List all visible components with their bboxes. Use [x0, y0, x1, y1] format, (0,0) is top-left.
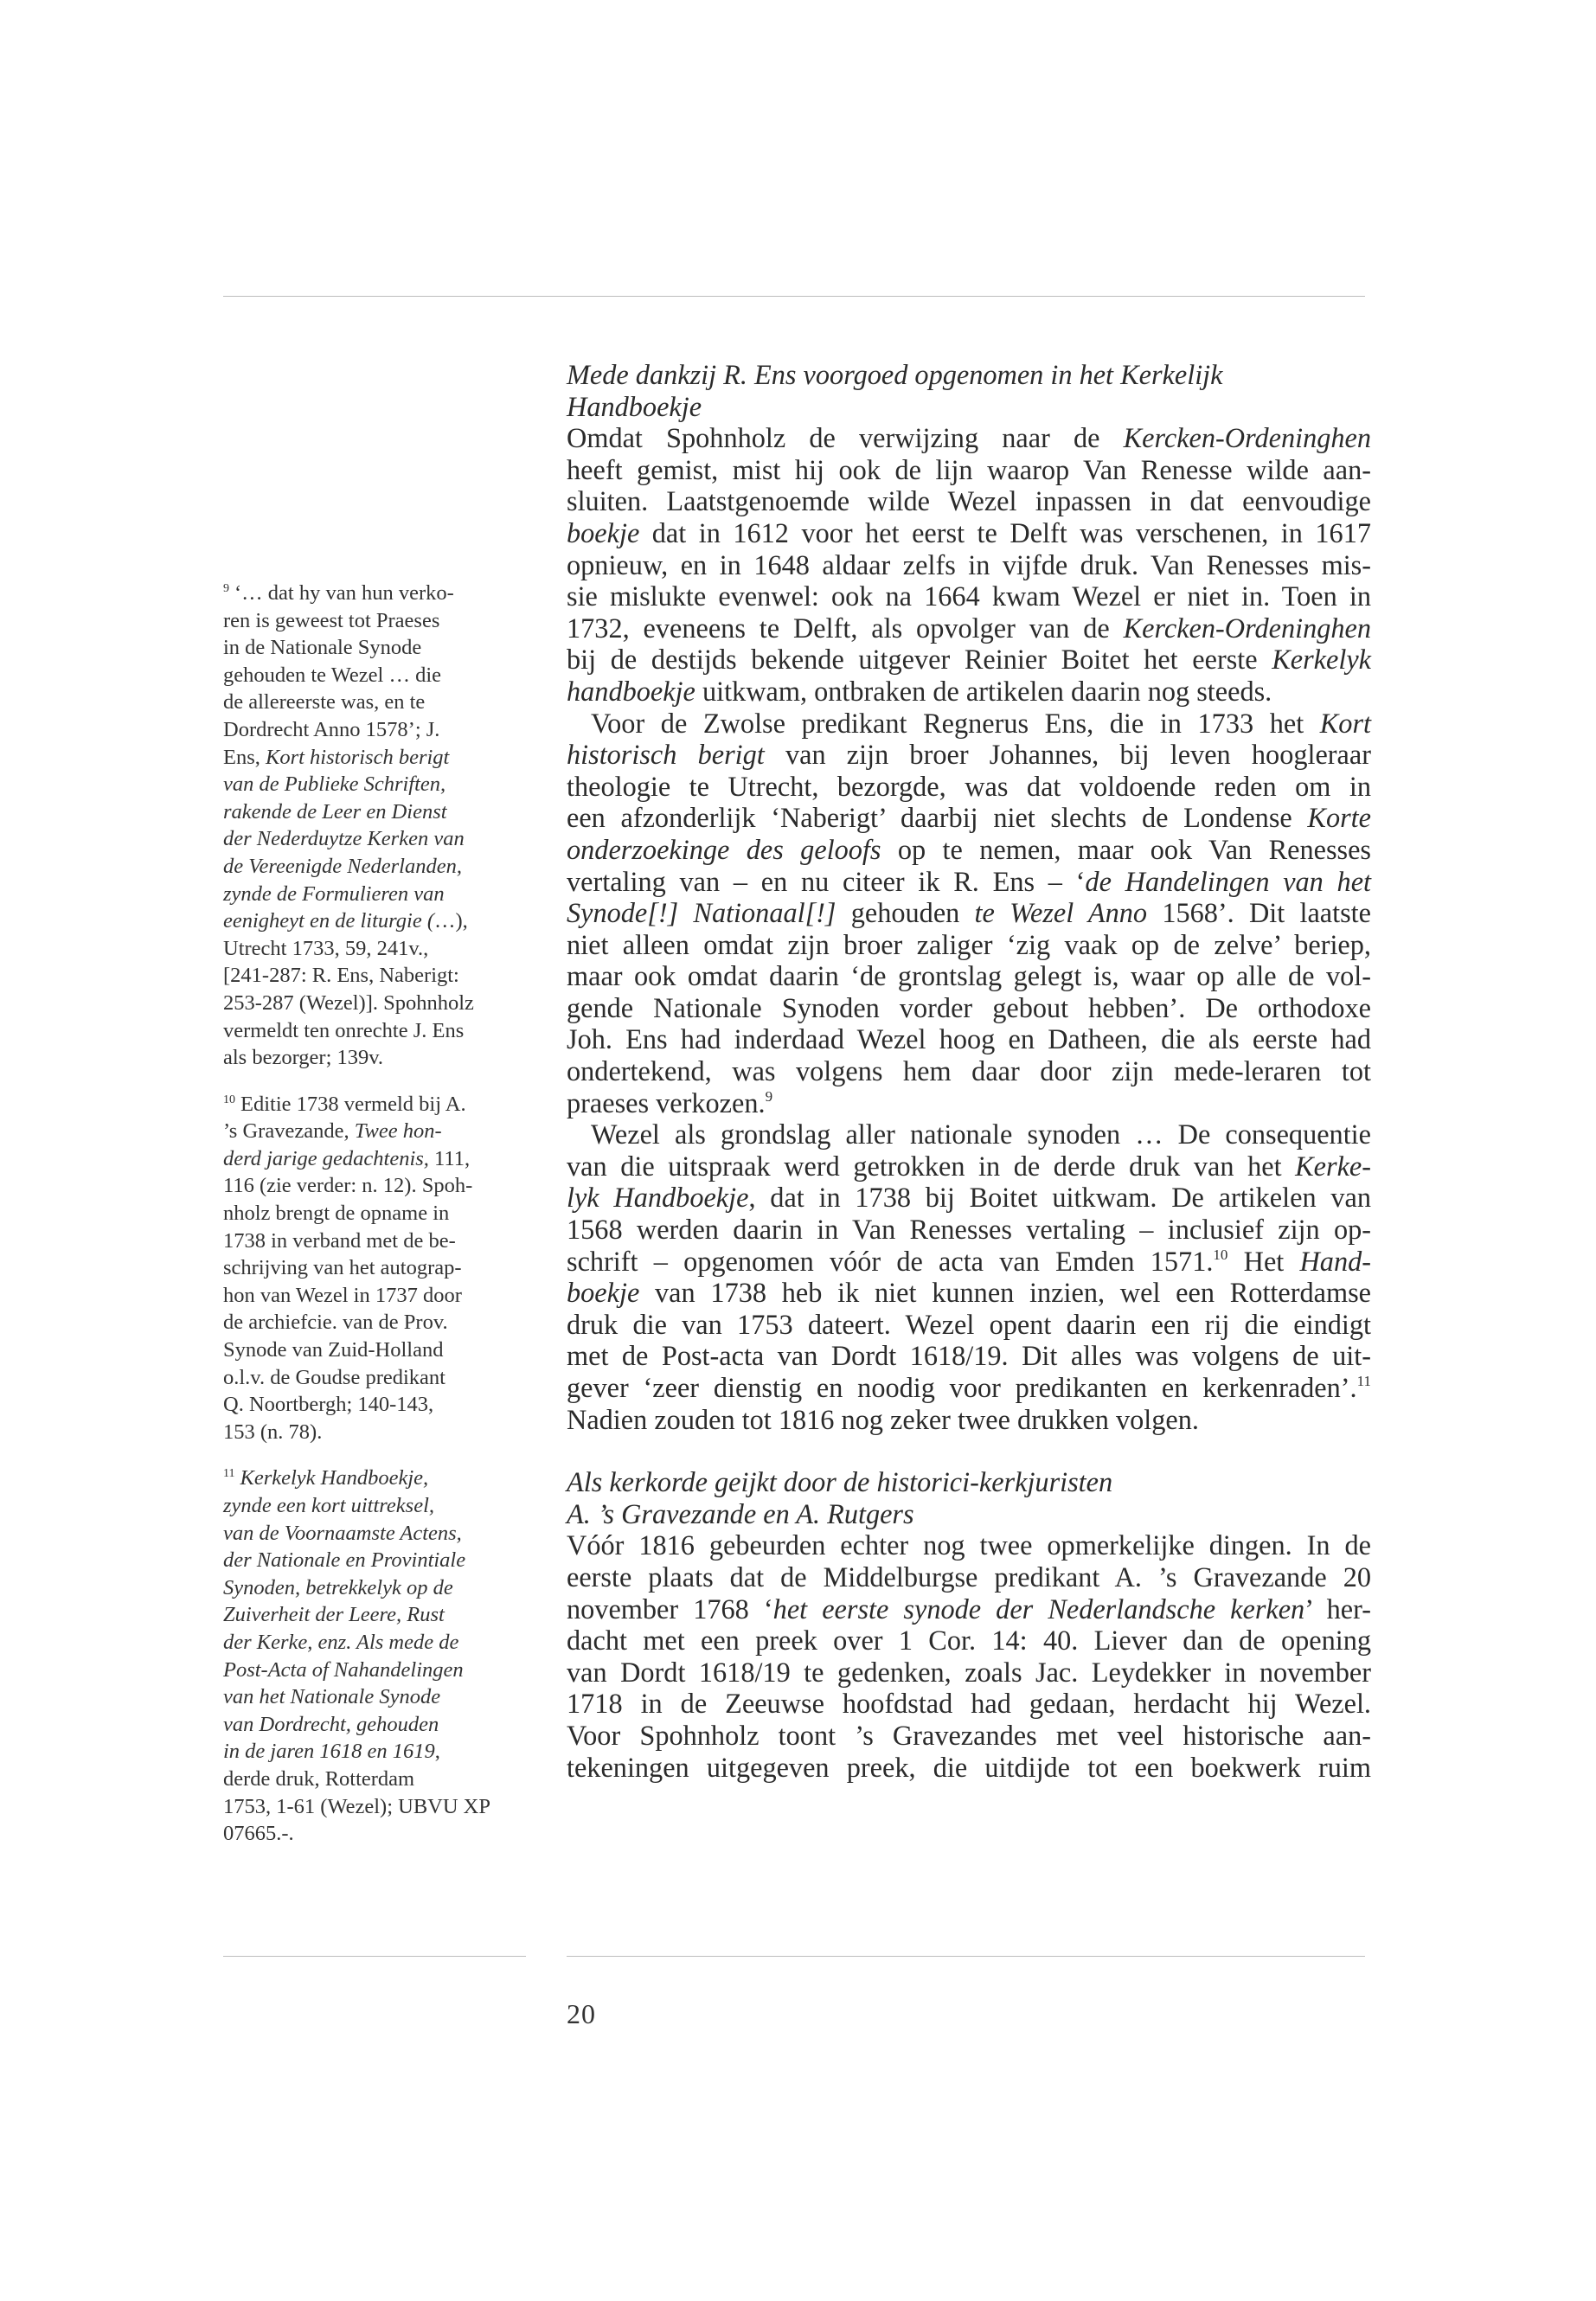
footnotes-bottom-rule — [223, 1956, 526, 1957]
footnote-line: in de jaren 1618 en 1619, — [223, 1740, 440, 1764]
footnote-line: eenigheyt en de liturgie (…), — [223, 909, 468, 933]
body-line: 1568 werden daarin in Van Renesses vertaling – inclusief zijn op- — [567, 1214, 1371, 1246]
body-line: Nadien zouden tot 1816 nog zeker twee drukken volgen. — [567, 1403, 1199, 1435]
footnote-reference: 9 — [765, 1087, 773, 1105]
footnote-line: als bezorger; 139v. — [223, 1046, 384, 1070]
body-line: 1718 in de Zeeuwse hoofdstad had gedaan, herdacht hij Wezel. — [567, 1688, 1371, 1720]
body-line: Omdat Spohnholz de verwijzing naar de Kercken-Ordeninghen — [567, 422, 1371, 454]
footnote-line: 1738 in verband met de be- — [223, 1228, 456, 1253]
body-line: Voor Spohnholz toont ’s Gravezandes met veel historische aan- — [567, 1719, 1371, 1751]
footnote-line: vermeldt ten onrechte J. Ens — [223, 1018, 465, 1042]
footnote-line: ‘… dat hy van hun verko- — [234, 581, 454, 605]
footnote-line: [241-287: R. Ens, Naberigt: — [223, 964, 459, 988]
footnote-line: der Nationale en Provintiale — [223, 1548, 466, 1573]
body-line: dacht met een preek over 1 Cor. 14: 40. Liever dan de opening — [567, 1625, 1371, 1657]
body-line: 1732, eveneens te Delft, als opvolger van de Kercken-Ordeninghen — [567, 612, 1371, 644]
footnote-line: Editie 1738 vermeld bij A. — [240, 1092, 466, 1116]
footnote-line: de Vereenigde Nederlanden, — [223, 854, 462, 878]
footnote-line: schrijving van het autograp- — [223, 1256, 462, 1280]
footnote-line: o.l.v. de Goudse predikant — [223, 1365, 445, 1389]
body-line: sie mislukte evenwel: ook na 1664 kwam Wezel er niet in. Toen in — [567, 580, 1371, 612]
body-line: niet alleen omdat zijn broer zaliger ‘zig vaak op de zelve’ beriep, — [567, 928, 1371, 960]
body-line: lyk Handboekje, dat in 1738 bij Boitet uitkwam. De artikelen van — [567, 1182, 1371, 1214]
body-line: boekje dat in 1612 voor het eerst te Delft was verschenen, in 1617 — [567, 516, 1371, 548]
body-line: bij de destijds bekende uitgever Reinier Boitet het eerste Kerkelyk — [567, 644, 1371, 676]
body-line: theologie te Utrecht, bezorgde, was dat voldoende reden om in — [567, 770, 1371, 802]
footnote-line: ren is geweest tot Praeses — [223, 608, 440, 632]
footnote-line: van het Nationale Synode — [223, 1685, 441, 1709]
section-heading-line: A. ’s Gravezande en A. Rutgers — [567, 1497, 914, 1529]
body-line: gever ‘zeer dienstig en noodig voor predikanten en kerkenraden’.$^{11}$ — [567, 1372, 1371, 1403]
body-line: historisch berigt van zijn broer Johannes, bij leven hoogleraar — [567, 739, 1371, 771]
footnote-line: derd jarige gedachtenis, 111, — [223, 1146, 471, 1170]
section-heading-line: Als kerkorde geijkt door de historici-kerkjuristen — [567, 1466, 1113, 1498]
page-number: 20 — [567, 1998, 596, 2029]
body-line: Joh. Ens had inderdaad Wezel hoog en Datheen, die als eerste had — [567, 1023, 1371, 1055]
footnote-line: Synoden, betrekkelyk op de — [223, 1575, 453, 1599]
body-line: vertaling van – en nu citeer ik R. Ens – ‘de Handelingen van het — [567, 865, 1372, 897]
footnote-reference: 11 — [1356, 1373, 1371, 1389]
footnote-line: Ens, Kort historisch berigt — [223, 745, 450, 769]
footnote-line: van de Publieke Schriften, — [223, 772, 446, 797]
body-line: met de Post-acta van Dordt 1618/19. Dit alles was volgens de uit- — [567, 1340, 1371, 1372]
body-line: eerste plaats dat de Middelburgse predikant A. ’s Gravezande 20 — [567, 1561, 1371, 1593]
footnote-line: de archiefcie. van de Prov. — [223, 1311, 448, 1335]
footnote-line: Zuiverheit der Leere, Rust — [223, 1603, 445, 1627]
body-line: sluiten. Laatstgenoemde wilde Wezel inpassen in dat eenvoudige — [567, 485, 1371, 517]
body-line: praeses verkozen.$^9$ — [567, 1086, 773, 1118]
main-text — [567, 359, 1371, 1783]
footnote-line: ’s Gravezande, Twee hon- — [223, 1119, 442, 1144]
footnote-line: Utrecht 1733, 59, 241v., — [223, 936, 429, 960]
footnote-line: hon van Wezel in 1737 door — [223, 1283, 462, 1307]
footnote-line: 253-287 (Wezel)]. Spohnholz — [223, 990, 474, 1015]
body-line: Synode[!] Nationaal[!] gehouden te Wezel Anno 1568’. Dit laatste — [567, 897, 1371, 929]
footnote-marker: 9 — [223, 582, 229, 595]
footnote-line: Synode van Zuid-Holland — [223, 1338, 444, 1362]
footnote-line: van de Voornaamste Actens, — [223, 1521, 462, 1545]
footnote-line: der Kerke, enz. Als mede de — [223, 1630, 459, 1654]
body-line: heeft gemist, mist hij ook de lijn waarop Van Renesse wilde aan- — [567, 453, 1371, 485]
body-line: van Dordt 1618/19 te gedenken, zoals Jac. Leydekker in november — [567, 1656, 1371, 1688]
footnote-reference: 10 — [1213, 1246, 1228, 1263]
footnote-9 — [223, 580, 535, 1072]
footnote-line: in de Nationale Synode — [223, 636, 422, 660]
top-rule — [223, 296, 1365, 297]
footnote-10 — [223, 1091, 535, 1446]
body-line: maar ook omdat daarin ‘de grontslag gelegt is, waar op alle de vol- — [567, 960, 1371, 992]
footnote-line: 153 (n. 78). — [223, 1420, 323, 1444]
body-line: november 1768 ‘het eerste synode der Nederlandsche kerken’ her- — [567, 1593, 1371, 1625]
body-line: handboekje uitkwam, ontbraken de artikelen daarin nog steeds. — [567, 675, 1272, 707]
footnote-line: derde druk, Rotterdam — [223, 1766, 415, 1791]
body-line: schrift – opgenomen vóór de acta van Emden 1571.10 Het Hand- — [567, 1245, 1371, 1277]
footnote-line: zynde de Formulieren van — [223, 881, 445, 906]
footnote-marker: 10 — [223, 1093, 235, 1106]
body-line: een afzonderlijk ‘Naberigt’ daarbij niet slechts de Londense Korte — [567, 802, 1371, 834]
body-line: tekeningen uitgegeven preek, die uitdijde tot een boekwerk ruim — [567, 1751, 1371, 1783]
footnote-line: 07665.-. — [223, 1822, 294, 1846]
footnote-line: de allereerste was, en te — [223, 690, 426, 715]
footnote-marker: 11 — [223, 1467, 235, 1481]
footnote-line: 116 (zie verder: n. 12). Spoh- — [223, 1174, 473, 1198]
body-line: onderzoekinge des geloofs op te nemen, maar ook Van Renesses — [567, 833, 1371, 865]
body-line: gende Nationale Synoden vorder gebout hebben’. De orthodoxe — [567, 991, 1371, 1023]
body-line: Wezel als grondslag aller nationale synoden … De consequentie — [591, 1118, 1371, 1150]
footnote-line: Dordrecht Anno 1578’; J. — [223, 717, 440, 741]
footnote-11 — [223, 1465, 535, 1847]
body-line: druk die van 1753 dateert. Wezel opent daarin een rij die eindigt — [567, 1308, 1371, 1340]
body-line: van die uitspraak werd getrokken in de derde druk van het Kerke- — [567, 1150, 1371, 1182]
footnote-line: 1753, 1-61 (Wezel); UBVU XP — [223, 1794, 490, 1818]
section-heading-line: Handboekje — [567, 390, 702, 422]
footnote-line: gehouden te Wezel … die — [223, 663, 442, 687]
footnotes-column — [223, 580, 535, 1867]
footnote-line: rakende de Leer en Dienst — [223, 799, 447, 824]
footnote-line: nholz brengt de opname in — [223, 1202, 450, 1226]
footnote-line: Q. Noortbergh; 140-143, — [223, 1393, 434, 1417]
footnote-line: Post-Acta of Nahandelingen — [223, 1657, 464, 1682]
main-bottom-rule — [567, 1956, 1365, 1957]
section-gap — [567, 1435, 1371, 1466]
body-line: Vóór 1816 gebeurden echter nog twee opmerkelijke dingen. In de — [567, 1529, 1371, 1561]
footnote-line: van Dordrecht, gehouden — [223, 1712, 439, 1736]
section-heading-line: Mede dankzij R. Ens voorgoed opgenomen in het Kerkelijk — [567, 359, 1223, 390]
footnote-line: der Nederduytze Kerken van — [223, 827, 465, 851]
body-line: ondertekend, was volgens hem daar door zijn mede-leraren tot — [567, 1055, 1371, 1087]
footnote-line: Kerkelyk Handboekje, — [240, 1466, 429, 1490]
body-line: boekje van 1738 heb ik niet kunnen inzien, wel een Rotterdamse — [567, 1277, 1371, 1309]
body-line: Voor de Zwolse predikant Regnerus Ens, die in 1733 het Kort — [591, 707, 1371, 739]
footnote-line: zynde een kort uittreksel, — [223, 1494, 435, 1517]
body-line: opnieuw, en in 1648 aldaar zelfs in vijfde druk. Van Renesses mis- — [567, 548, 1371, 580]
